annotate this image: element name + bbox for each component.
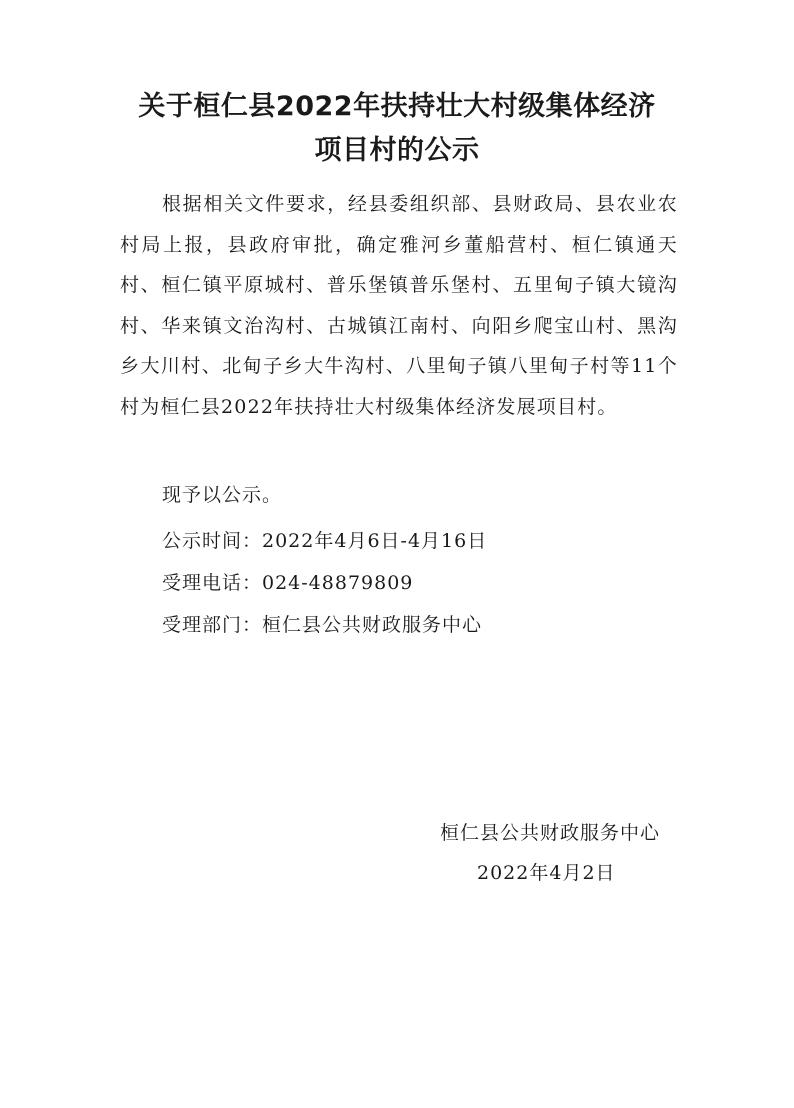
body-paragraph: 根据相关文件要求，经县委组织部、县财政局、县农业农村局上报，县政府审批，确定雅河乡董船营村、桓仁镇通天村、桓仁镇平原城村、普乐堡镇普乐堡村、五里甸子镇大镜沟村、华来镇文治沟村、古城镇江南村、向阳乡爬宝山村、黑沟乡大川村、北甸子乡大牛沟村、八里甸子镇八里甸子村等11个村为桓仁县2022年扶持壮大村级集体经济发展项目村。 xyxy=(120,193,678,418)
signature-date: 2022年4月2日 xyxy=(477,862,616,884)
announce-line: 现予以公示。 xyxy=(162,484,283,506)
contact-phone: 受理电话：024-48879809 xyxy=(162,572,414,594)
document-title-line-2: 项目村的公示 xyxy=(314,135,480,166)
responsible-department: 受理部门：桓仁县公共财政服务中心 xyxy=(162,614,483,636)
announcement-period: 公示时间：2022年4月6日-4月16日 xyxy=(162,530,488,552)
signature-organization: 桓仁县公共财政服务中心 xyxy=(440,822,661,844)
document-title-line-1: 关于桓仁县2022年扶持壮大村级集体经济 xyxy=(138,91,656,122)
